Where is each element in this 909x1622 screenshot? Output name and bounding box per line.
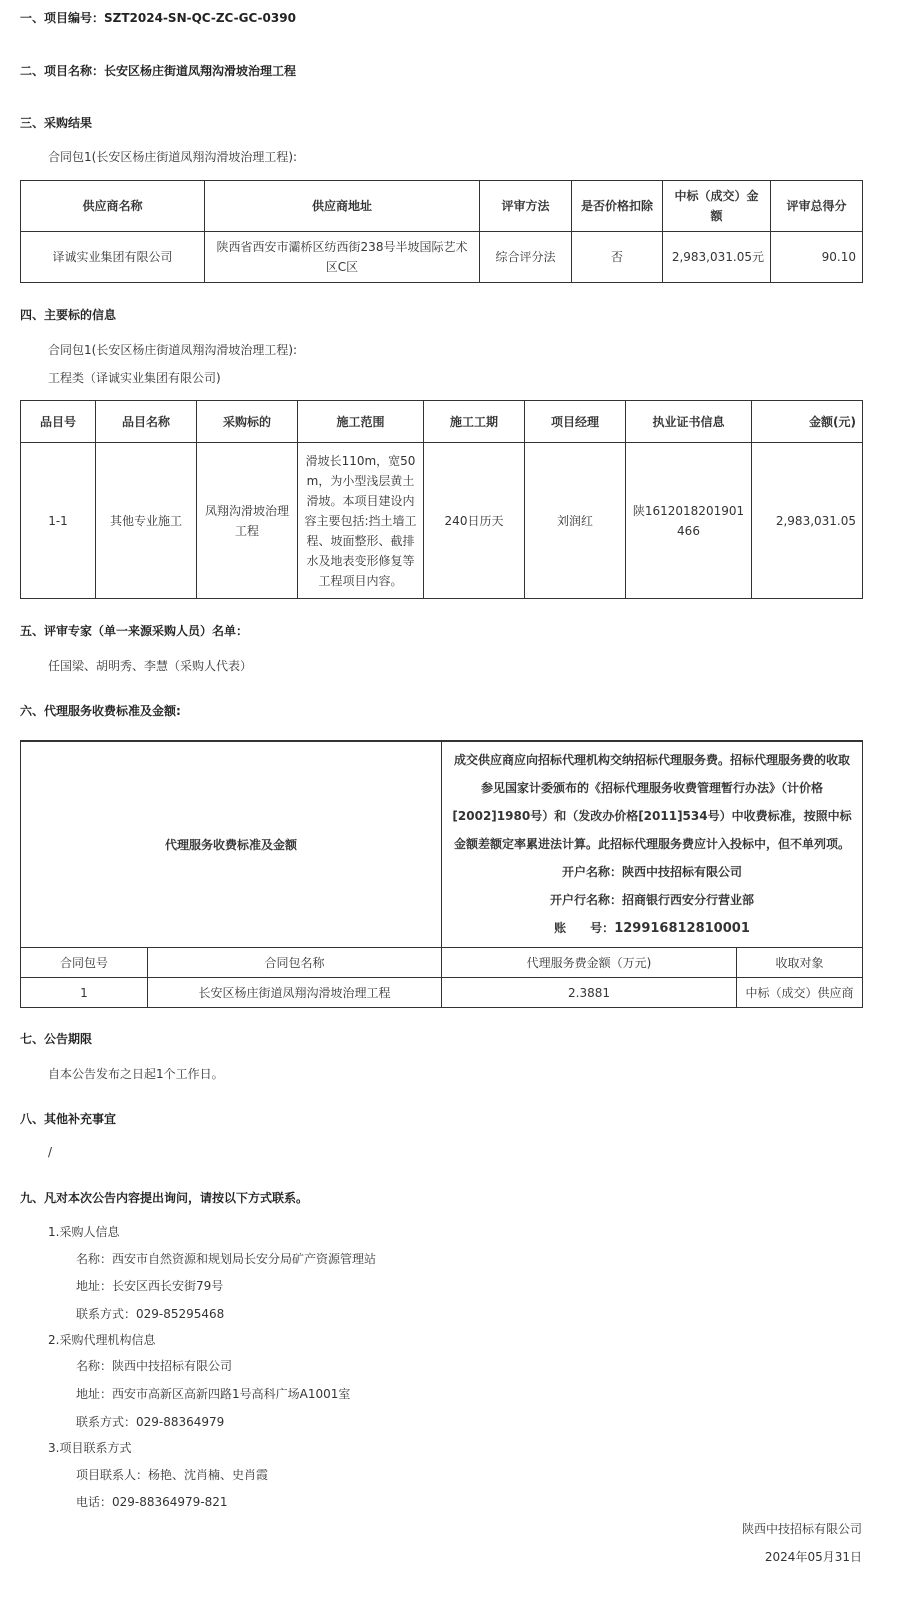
column-header: 品目号 [21, 401, 96, 443]
section-project-name [20, 62, 296, 79]
fee-standard-label: 代理服务收费标准及金额 [21, 741, 442, 948]
item-number: 1-1 [21, 443, 96, 599]
agency-name: 名称：陕西中技招标有限公司 [76, 1359, 233, 1373]
certificate-info: 陕1612018201901466 [626, 443, 752, 599]
price-deduction: 否 [572, 232, 663, 283]
column-header: 中标（成交）金额 [663, 181, 771, 232]
construction-period: 240日历天 [424, 443, 525, 599]
evaluation-method: 综合评分法 [480, 232, 572, 283]
construction-scope: 滑坡长110m，宽50m，为小型浅层黄土滑坡。本项目建设内容主要包括:挡土墙工程、坡面整形、截排水及地表变形修复等工程项目内容。 [298, 443, 424, 599]
table-row [21, 232, 863, 283]
column-header: 供应商名称 [21, 181, 205, 232]
project-contact-people: 项目联系人：杨艳、沈肖楠、史肖霞 [76, 1468, 269, 1482]
experts-list: 任国梁、胡明秀、李慧（采购人代表） [48, 659, 253, 673]
table-header-row [21, 401, 863, 443]
section-agency-fee: 六、代理服务收费标准及金额: [20, 704, 181, 718]
purchaser-title: 1.采购人信息 [48, 1225, 120, 1239]
item-name: 其他专业施工 [96, 443, 197, 599]
section-project-number [20, 9, 296, 26]
fee-description: 成交供应商应向招标代理机构交纳招标代理服务费。招标代理服务费的收取参见国家计委颁布的《招标代理服务收费管理暂行办法》（计价格[2002]1980号）和（发改办价格[2011]534号）中收费标准，按照中标金额差额定率累进法计算。此招标代理服务费应计入投标中，但不单列项。 [452, 753, 852, 851]
subject-package-label: 合同包1(长安区杨庄街道凤翔沟滑坡治理工程): [48, 343, 298, 357]
fee-amount: 2.3881 [442, 978, 737, 1008]
account-number-line [450, 914, 854, 943]
agency-phone: 联系方式：029-88364979 [76, 1415, 225, 1429]
winning-amount: 2,983,031.05元 [663, 232, 771, 283]
account-name: 开户名称：陕西中技招标有限公司 [562, 865, 743, 879]
purchaser-name: 名称：西安市自然资源和规划局长安分局矿产资源管理站 [76, 1252, 377, 1266]
subject-table [20, 400, 863, 599]
total-score: 90.10 [771, 232, 863, 283]
column-header: 施工范围 [298, 401, 424, 443]
column-header: 供应商地址 [205, 181, 480, 232]
column-header: 评审方法 [480, 181, 572, 232]
package-name: 长安区杨庄街道凤翔沟滑坡治理工程 [148, 978, 442, 1008]
fee-standard-content [442, 741, 863, 948]
section-notice-period: 七、公告期限 [20, 1032, 93, 1046]
result-table [20, 180, 863, 283]
column-header: 评审总得分 [771, 181, 863, 232]
result-package-label: 合同包1(长安区杨庄街道凤翔沟滑坡治理工程): [48, 150, 298, 164]
section-subject-info: 四、主要标的信息 [20, 308, 117, 322]
account-number: 129916812810001 [614, 921, 750, 936]
project-contact-title: 3.项目联系方式 [48, 1441, 132, 1455]
column-header: 合同包号 [21, 948, 148, 978]
purchaser-phone: 联系方式：029-85295468 [76, 1307, 225, 1321]
bank-name: 开户行名称：招商银行西安分行营业部 [550, 893, 755, 907]
supplier-address: 陕西省西安市灞桥区纺西街238号半坡国际艺术区C区 [205, 232, 480, 283]
project-contact-phone: 电话：029-88364979-821 [76, 1495, 228, 1509]
section-experts: 五、评审专家（单一来源采购人员）名单： [20, 624, 249, 638]
signature-date: 2024年05月31日 [764, 1550, 862, 1564]
supplier-name: 译诚实业集团有限公司 [21, 232, 205, 283]
table-header-row [21, 181, 863, 232]
package-number: 1 [21, 978, 148, 1008]
column-header: 执业证书信息 [626, 401, 752, 443]
table-row [21, 978, 863, 1008]
supplement-text: / [48, 1145, 53, 1159]
section-label: 一、项目编号： [20, 11, 105, 25]
column-header: 收取对象 [737, 948, 863, 978]
table-row [21, 443, 863, 599]
notice-period-text: 自本公告发布之日起1个工作日。 [48, 1067, 224, 1081]
fee-table [20, 740, 863, 1008]
procurement-subject: 凤翔沟滑坡治理工程 [197, 443, 298, 599]
fee-standard-row [21, 741, 863, 948]
section-procurement-result: 三、采购结果 [20, 116, 93, 130]
column-header: 合同包名称 [148, 948, 442, 978]
fee-payer: 中标（成交）供应商 [737, 978, 863, 1008]
agency-title: 2.采购代理机构信息 [48, 1333, 156, 1347]
agency-address: 地址：西安市高新区高新四路1号高科广场A1001室 [76, 1387, 351, 1401]
column-header: 施工工期 [424, 401, 525, 443]
project-name: 长安区杨庄街道凤翔沟滑坡治理工程 [104, 64, 297, 78]
section-contact: 九、凡对本次公告内容提出询问，请按以下方式联系。 [20, 1191, 309, 1205]
column-header: 品目名称 [96, 401, 197, 443]
account-number-label: 账 号： [554, 921, 615, 935]
amount: 2,983,031.05 [752, 443, 863, 599]
signature-company: 陕西中技招标有限公司 [741, 1522, 862, 1536]
project-manager: 刘润红 [525, 443, 626, 599]
subject-category-label: 工程类（译诚实业集团有限公司) [48, 371, 221, 385]
section-supplement: 八、其他补充事宜 [20, 1112, 117, 1126]
section-label: 二、项目名称： [20, 64, 105, 78]
project-number: SZT2024-SN-QC-ZC-GC-0390 [104, 11, 296, 25]
purchaser-address: 地址：长安区西长安街79号 [76, 1279, 224, 1293]
column-header: 是否价格扣除 [572, 181, 663, 232]
table-header-row [21, 948, 863, 978]
column-header: 采购标的 [197, 401, 298, 443]
column-header: 金额(元) [752, 401, 863, 443]
column-header: 项目经理 [525, 401, 626, 443]
column-header: 代理服务费金额（万元) [442, 948, 737, 978]
